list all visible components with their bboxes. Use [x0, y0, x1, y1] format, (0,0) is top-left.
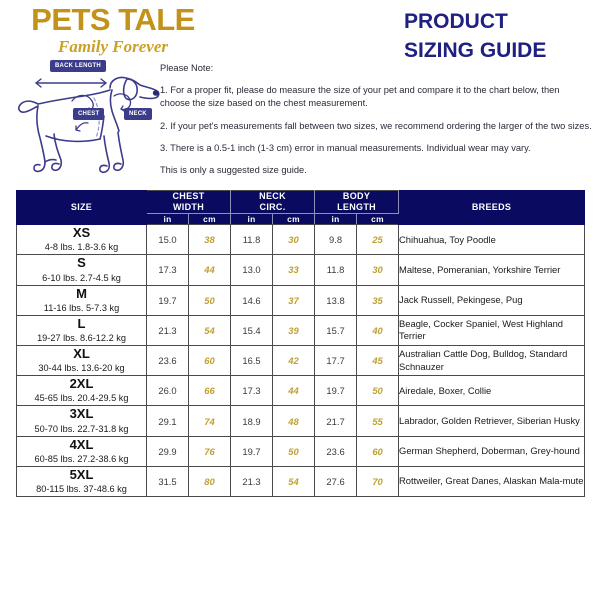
body-length-line2: LENGTH [337, 201, 376, 212]
table-header-row-groups [17, 191, 585, 214]
cell-size [17, 255, 147, 285]
cell-chest-in: 29.9 [147, 436, 189, 466]
cell-chest-in: 21.3 [147, 315, 189, 345]
page-title-line1: PRODUCT [404, 10, 508, 33]
cell-neck-cm: 33 [273, 255, 315, 285]
cell-neck-in: 13.0 [231, 255, 273, 285]
cell-body-in: 9.8 [315, 225, 357, 255]
cell-body-in: 21.7 [315, 406, 357, 436]
badge-neck: NECK [124, 108, 152, 120]
cell-neck-in: 21.3 [231, 466, 273, 496]
cell-body-in: 27.6 [315, 466, 357, 496]
neck-circ-line1: NECK [259, 191, 286, 201]
cell-neck-in: 15.4 [231, 315, 273, 345]
size-weight-range: 19-27 lbs. 8.6-12.2 kg [37, 333, 126, 344]
cell-body-cm: 40 [357, 315, 399, 345]
cell-body-in: 13.8 [315, 285, 357, 315]
size-label: 3XL [69, 406, 94, 422]
cell-chest-in: 23.6 [147, 346, 189, 376]
table-header [17, 191, 585, 225]
cell-body-cm: 60 [357, 436, 399, 466]
cell-neck-cm: 37 [273, 285, 315, 315]
cell-neck-cm: 30 [273, 225, 315, 255]
cell-body-cm: 70 [357, 466, 399, 496]
please-note-section [160, 62, 592, 177]
unit-neck-cm: cm [273, 213, 315, 224]
cell-chest-cm: 54 [189, 315, 231, 345]
table-body [17, 225, 585, 497]
table-row [17, 346, 585, 376]
table-row [17, 406, 585, 436]
cell-body-in: 23.6 [315, 436, 357, 466]
cell-chest-cm: 74 [189, 406, 231, 436]
column-header-size: SIZE [17, 191, 147, 225]
size-weight-range: 80-115 lbs. 37-48.6 kg [36, 484, 127, 495]
cell-breeds: German Shepherd, Doberman, Grey-hound [399, 436, 585, 466]
cell-neck-in: 19.7 [231, 436, 273, 466]
note-heading: Please Note: [160, 63, 214, 73]
cell-neck-cm: 44 [273, 376, 315, 406]
table-row [17, 466, 585, 496]
cell-chest-cm: 60 [189, 346, 231, 376]
cell-body-cm: 45 [357, 346, 399, 376]
unit-neck-in: in [231, 213, 273, 224]
cell-chest-in: 31.5 [147, 466, 189, 496]
size-label: L [77, 315, 86, 331]
cell-body-cm: 25 [357, 225, 399, 255]
cell-size [17, 315, 147, 345]
cell-neck-cm: 39 [273, 315, 315, 345]
dog-measurement-diagram [14, 56, 164, 181]
cell-breeds: Australian Cattle Dog, Bulldog, Standard Schnauzer [399, 346, 585, 376]
cell-size [17, 466, 147, 496]
cell-chest-cm: 66 [189, 376, 231, 406]
cell-breeds: Maltese, Pomeranian, Yorkshire Terrier [399, 255, 585, 285]
cell-chest-in: 17.3 [147, 255, 189, 285]
cell-neck-cm: 54 [273, 466, 315, 496]
cell-neck-in: 14.6 [231, 285, 273, 315]
note-item-4: This is only a suggested size guide. [160, 164, 307, 175]
neck-circ-line2: CIRC. [259, 201, 286, 212]
cell-size [17, 376, 147, 406]
cell-body-cm: 50 [357, 376, 399, 406]
size-weight-range: 60-85 lbs. 27.2-38.6 kg [34, 453, 129, 464]
cell-body-in: 17.7 [315, 346, 357, 376]
unit-body-in: in [315, 213, 357, 224]
cell-breeds: Labrador, Golden Retriever, Siberian Husky [399, 406, 585, 436]
cell-neck-in: 11.8 [231, 225, 273, 255]
cell-size [17, 436, 147, 466]
chest-width-line2: WIDTH [173, 201, 204, 212]
unit-chest-cm: cm [189, 213, 231, 224]
cell-body-in: 19.7 [315, 376, 357, 406]
brand-logo [18, 4, 208, 57]
cell-neck-cm: 50 [273, 436, 315, 466]
cell-body-cm: 55 [357, 406, 399, 436]
cell-chest-in: 29.1 [147, 406, 189, 436]
cell-neck-cm: 48 [273, 406, 315, 436]
brand-tagline: Family Forever [57, 37, 168, 56]
table-row [17, 315, 585, 345]
table-row [17, 376, 585, 406]
size-weight-range: 11-16 lbs. 5-7.3 kg [43, 302, 120, 313]
cell-body-cm: 30 [357, 255, 399, 285]
cell-breeds: Rottweiler, Great Danes, Alaskan Mala-mute [399, 466, 585, 496]
cell-breeds: Chihuahua, Toy Poodle [399, 225, 585, 255]
note-item-2: 2. If your pet's measurements fall between two sizes, we recommend ordering the larger of the two sizes. [160, 120, 592, 131]
cell-chest-cm: 80 [189, 466, 231, 496]
size-label: M [76, 285, 87, 301]
cell-size [17, 346, 147, 376]
unit-body-cm: cm [357, 213, 399, 224]
cell-size [17, 285, 147, 315]
chest-width-line1: CHEST [172, 191, 205, 201]
table-row [17, 225, 585, 255]
cell-neck-cm: 42 [273, 346, 315, 376]
sizing-table [16, 190, 585, 497]
size-weight-range: 45-65 lbs. 20.4-29.5 kg [34, 393, 129, 404]
cell-chest-cm: 76 [189, 436, 231, 466]
column-header-neck-circ [231, 191, 315, 214]
cell-breeds: Jack Russell, Pekingese, Pug [399, 285, 585, 315]
size-weight-range: 4-8 lbs. 1.8-3.6 kg [44, 242, 119, 253]
size-weight-range: 30-44 lbs. 13.6-20 kg [38, 363, 125, 374]
note-item-3: 3. There is a 0.5-1 inch (1-3 cm) error in manual measurements. Individual wear may vary. [160, 142, 531, 153]
size-label: XS [72, 225, 91, 241]
brand-name: PETS TALE [31, 2, 195, 37]
cell-breeds: Beagle, Cocker Spaniel, West Highland Terrier [399, 315, 585, 345]
table-row [17, 255, 585, 285]
size-label: 5XL [69, 466, 94, 482]
badge-chest: CHEST [73, 108, 104, 120]
cell-chest-in: 26.0 [147, 376, 189, 406]
cell-body-in: 11.8 [315, 255, 357, 285]
column-header-body-length [315, 191, 399, 214]
column-header-chest-width [147, 191, 231, 214]
sizing-table-container [16, 190, 584, 497]
cell-neck-in: 18.9 [231, 406, 273, 436]
size-label: 2XL [69, 376, 94, 392]
unit-chest-in: in [147, 213, 189, 224]
cell-neck-in: 16.5 [231, 346, 273, 376]
size-label: 4XL [69, 436, 94, 452]
table-row [17, 285, 585, 315]
cell-chest-cm: 44 [189, 255, 231, 285]
table-row [17, 436, 585, 466]
cell-body-cm: 35 [357, 285, 399, 315]
cell-chest-in: 15.0 [147, 225, 189, 255]
column-header-breeds: BREEDS [399, 191, 585, 225]
badge-back-length: BACK LENGTH [50, 60, 106, 72]
page-title-line2: SIZING GUIDE [404, 38, 547, 62]
page-title [404, 8, 600, 66]
body-length-line1: BODY [342, 191, 371, 201]
note-item-1: 1. For a proper fit, please do measure the size of your pet and compare it to the chart below, then choose the size based on the chest measurement. [160, 85, 560, 109]
cell-breeds: Airedale, Boxer, Collie [399, 376, 585, 406]
size-label: XL [73, 346, 90, 361]
size-weight-range: 6-10 lbs. 2.7-4.5 kg [42, 272, 121, 283]
cell-body-in: 15.7 [315, 315, 357, 345]
cell-chest-in: 19.7 [147, 285, 189, 315]
size-label: S [77, 255, 86, 271]
cell-neck-in: 17.3 [231, 376, 273, 406]
cell-size [17, 406, 147, 436]
size-weight-range: 50-70 lbs. 22.7-31.8 kg [34, 423, 129, 434]
cell-size [17, 225, 147, 255]
cell-chest-cm: 38 [189, 225, 231, 255]
cell-chest-cm: 50 [189, 285, 231, 315]
